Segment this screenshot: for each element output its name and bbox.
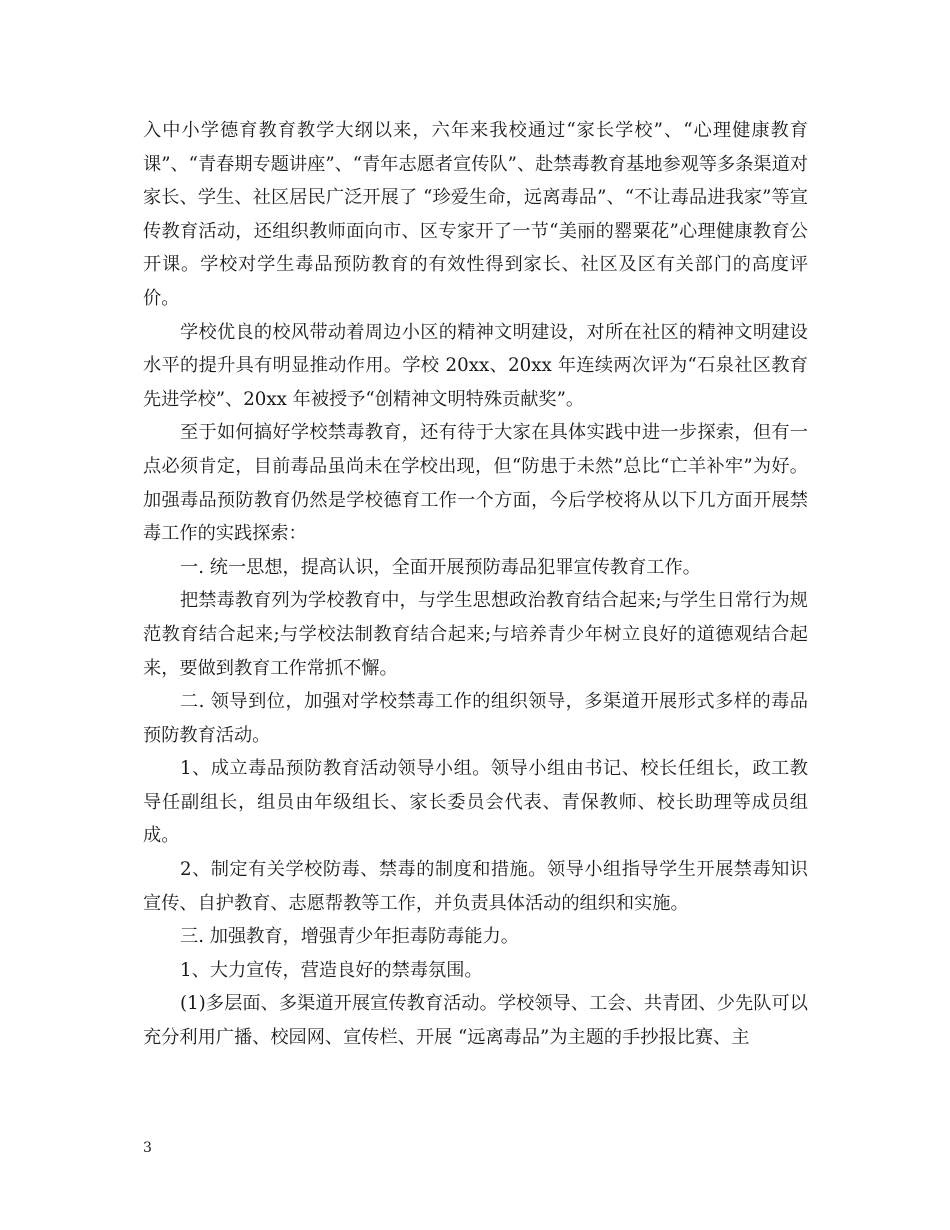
paragraph-continuation: 入中小学德育教育教学大纲以来，六年来我校通过“家长学校”、“心理健康教育课”、“青春期专题讲座”、“青年志愿者宣传队”、赴禁毒教育基地参观等多条渠道对家长、学生、社区居民广泛开展了 “珍爱生命，远离毒品”、“不让毒品进我家”等宣传教育活动，还组织教师面向市、区专家开了一节“美丽的罂粟花”心理健康教育公开课。学校对学生毒品预防教育的有效性得到家长、社区及区有关部门的高度评价。 [143, 120, 808, 309]
paragraph-future-exploration: 至于如何搞好学校禁毒教育，还有待于大家在具体实践中进一步探索，但有一点必须肯定，目前毒品虽尚未在学校出现，但“防患于未然”总比“亡羊补牢”为好。加强毒品预防教育仍然是学校德育工作一个方面，今后学校将从以下几方面开展禁毒工作的实践探索： [143, 422, 808, 545]
heading-section-one: 一. 统一思想，提高认识，全面开展预防毒品犯罪宣传教育工作。 [180, 556, 701, 578]
paragraph-school-style: 学校优良的校风带动着周边小区的精神文明建设，对所在社区的精神文明建设水平的提升具有明显推动作用。学校 20xx、20xx 年连续两次评为“石泉社区教育先进学校”、20xx 年被授予“创精神文明特殊贡献奖”。 [143, 321, 808, 410]
paragraph-publicity: 1、大力宣传，营造良好的禁毒氛围。 [180, 959, 483, 981]
heading-section-two: 二. 领导到位，加强对学校禁毒工作的组织领导，多渠道开展形式多样的毒品预防教育活动。 [143, 691, 808, 746]
paragraph-activities: (1)多层面、多渠道开展宣传教育活动。学校领导、工会、共青团、少先队可以充分利用广播、校园网、宣传栏、开展 “远离毒品”为主题的手抄报比赛、主 [143, 993, 808, 1049]
heading-section-three: 三. 加强教育，增强青少年拒毒防毒能力。 [180, 926, 519, 948]
paragraph-leading-group: 1、成立毒品预防教育活动领导小组。领导小组由书记、校长任组长，政工教导任副组长，组员由年级组长、家长委员会代表、青保教师、校长助理等成员组成。 [143, 758, 808, 847]
page-number: 3 [143, 1140, 152, 1156]
document-body [143, 114, 808, 1055]
paragraph-integration: 把禁毒教育列为学校教育中，与学生思想政治教育结合起来;与学生日常行为规范教育结合起来;与学校法制教育结合起来;与培养青少年树立良好的道德观结合起来，要做到教育工作常抓不懈。 [143, 590, 808, 679]
paragraph-rules-measures: 2、制定有关学校防毒、禁毒的制度和措施。领导小组指导学生开展禁毒知识宣传、自护教育、志愿帮教等工作，并负责具体活动的组织和实施。 [143, 859, 808, 914]
